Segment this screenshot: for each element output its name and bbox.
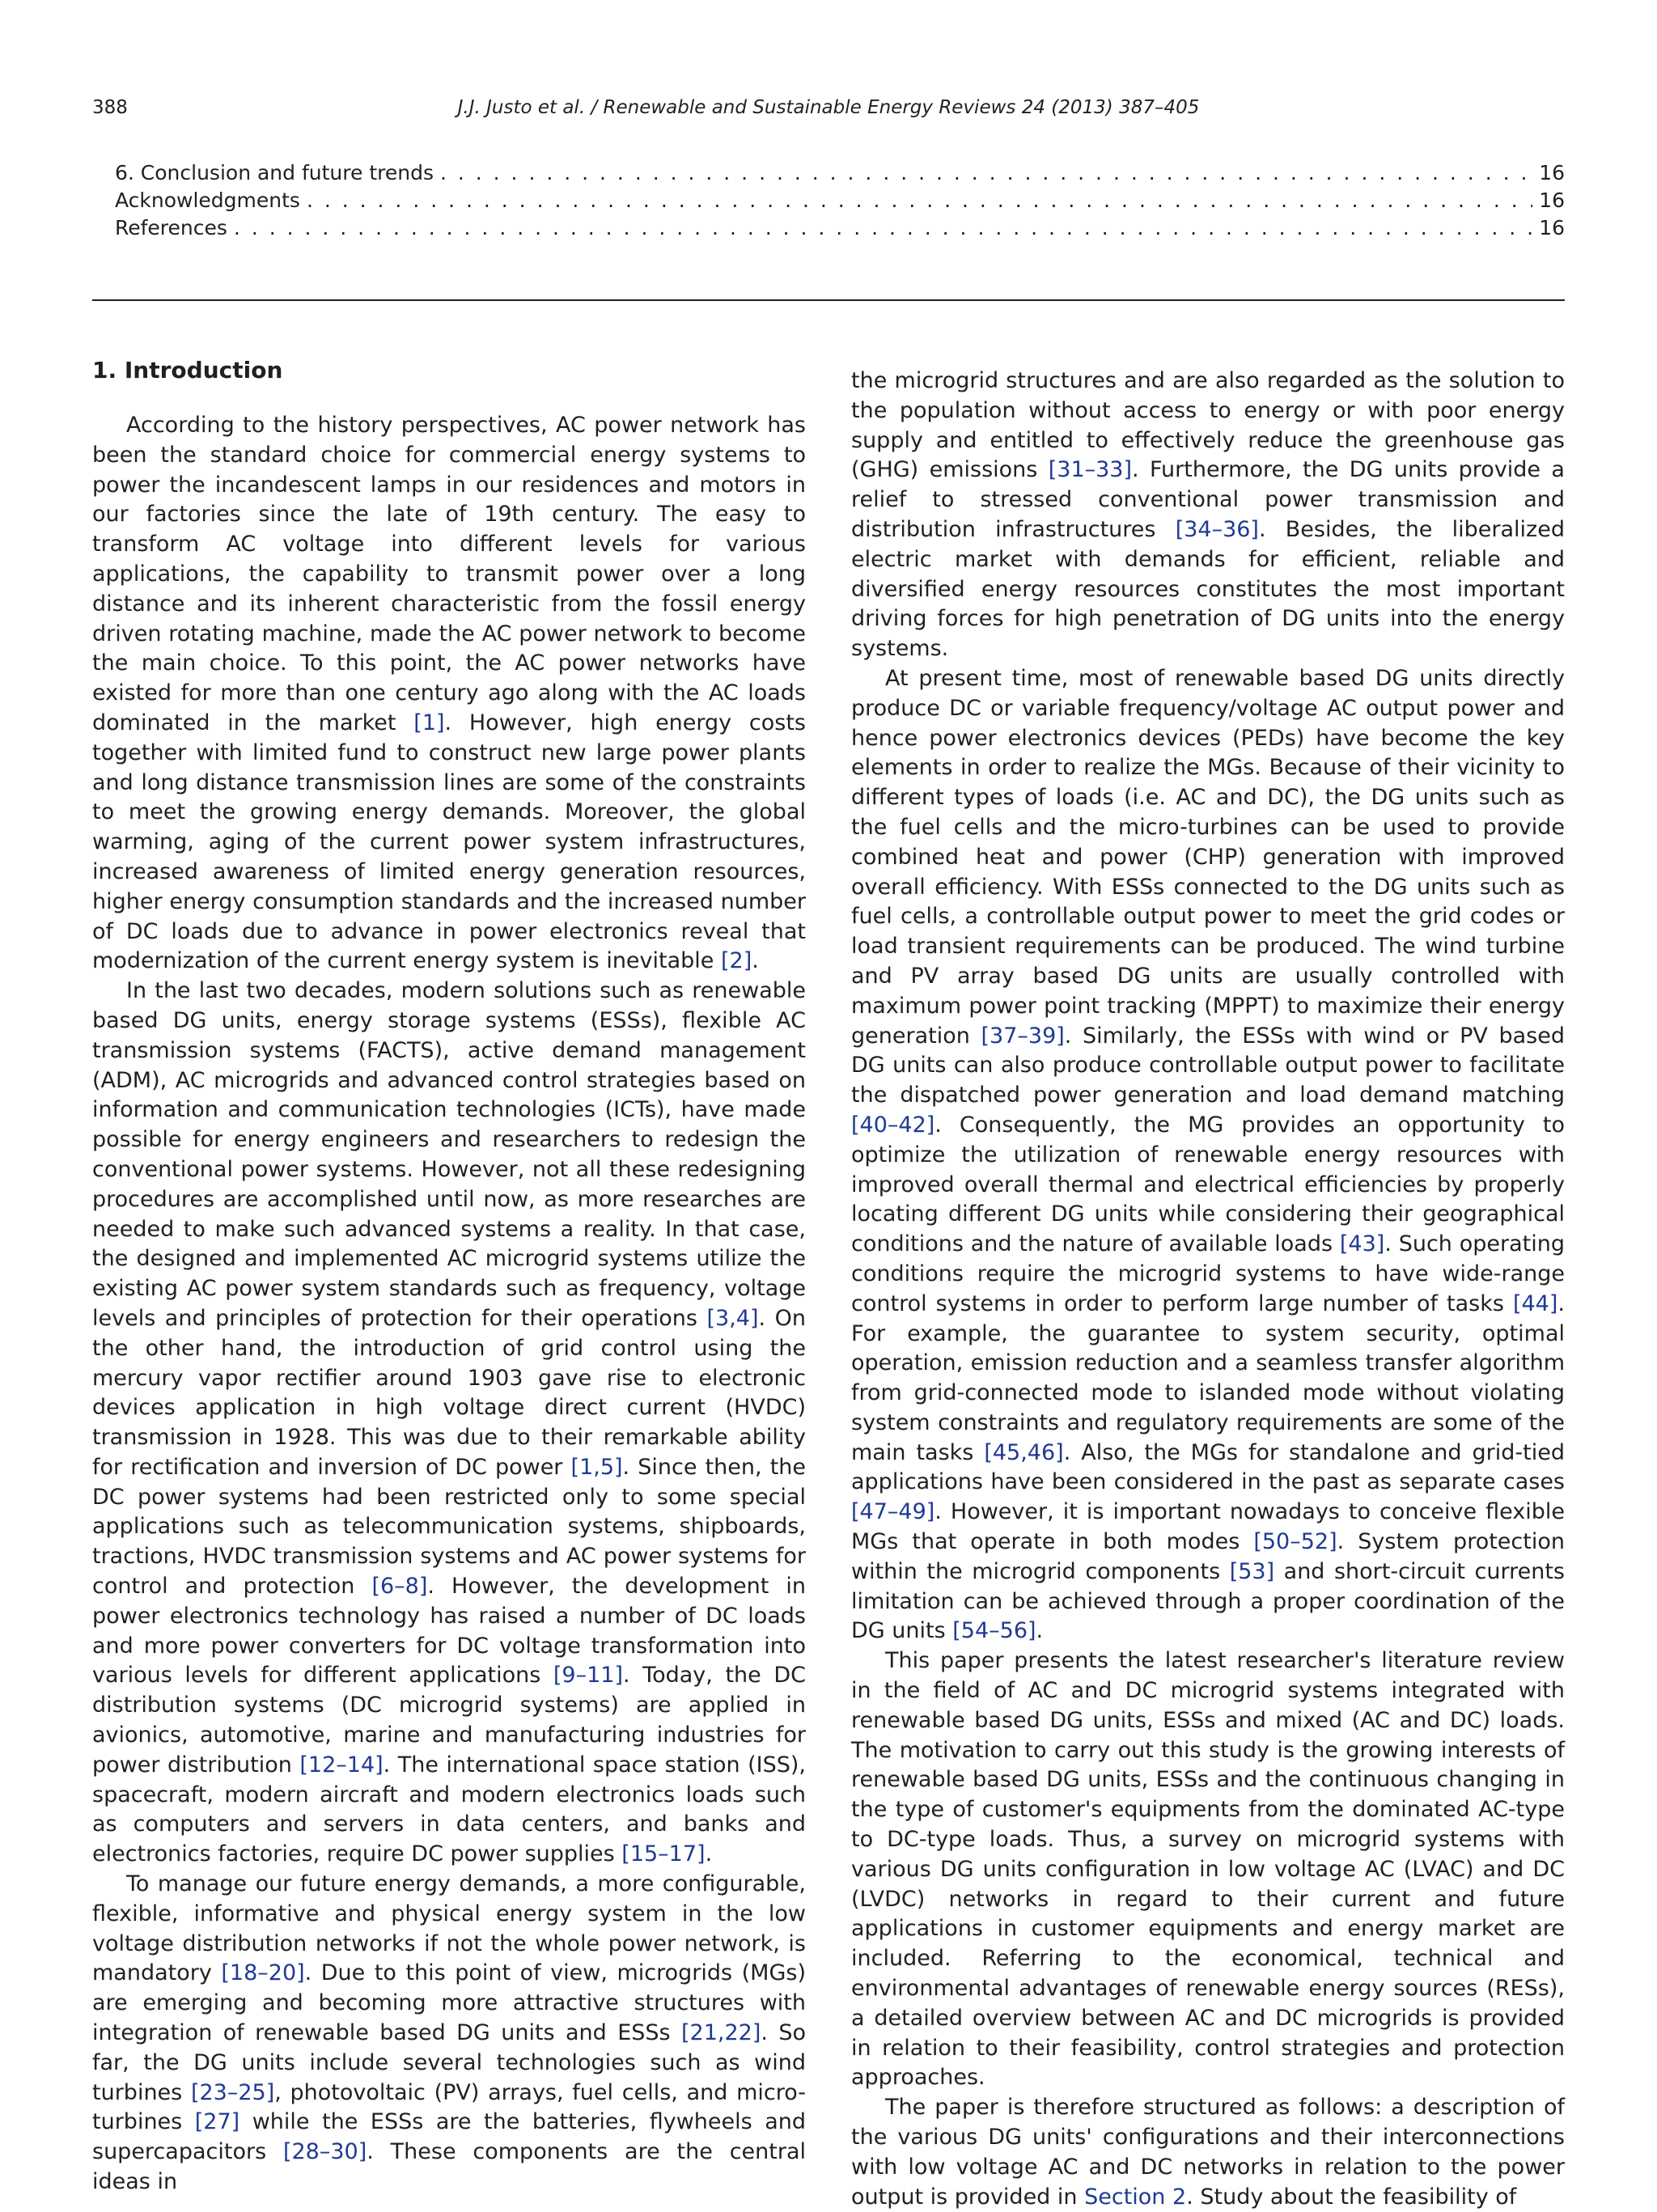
toc-leader-dots bbox=[307, 189, 1532, 212]
body-paragraph: To manage our future energy demands, a more configurable, flexible, informative and physical energy system in the low voltage distribution networks if not the whole power network, is mandatory [18–20]. Due to this point of view, microgrids (MGs) are emerging and becoming more attractive structures with integration of renewable based DG units and ESSs [21,22]. So far, the DG units include several technologies such as wind turbines [23–25], photovoltaic (PV) arrays, fuel cells, and micro-turbines [27] while the ESSs are the batteries, flywheels and supercapacitors [28–30]. These components are the central ideas in bbox=[92, 1871, 807, 2195]
citation-link[interactable]: [18–20] bbox=[221, 1960, 305, 1986]
toc-entry[interactable] bbox=[115, 161, 1565, 189]
citation-link[interactable]: [27] bbox=[194, 2109, 240, 2135]
citation-link[interactable]: [12–14] bbox=[299, 1752, 384, 1778]
toc-leader-dots bbox=[234, 216, 1532, 239]
body-paragraph: In the last two decades, modern solutions such as renewable based DG units, energy storage systems (ESSs), flexible AC transmission systems (FACTS), active demand management (ADM), AC microgrids and advanced control strategies based on information and communication technologies (ICTs), have made possible for energy engineers and researchers to redesign the conventional power systems. However, not all these redesigning procedures are accomplished until now, as more researches are needed to make such advanced systems a reality. In that case, the designed and implemented AC microgrid systems utilize the existing AC power system standards such as frequency, voltage levels and principles of protection for their operations [3,4]. On the other hand, the introduction of grid control using the mercury vapor rectifier around 1903 gave rise to electronic devices application in high voltage direct current (HVDC) transmission in 1928. This was due to their remarkable ability for rectification and inversion of DC power [1,5]. Since then, the DC power systems had been restricted only to some special applications such as telecommunication systems, shipboards, tractions, HVDC transmission systems and AC power systems for control and protection [6–8]. However, the development in power electronics technology has raised a number of DC loads and more power converters for DC voltage transformation into various levels for different applications [9–11]. Today, the DC distribution systems (DC microgrid systems) are applied in avionics, automotive, marine and manufacturing industries for power distribution [12–14]. The international space station (ISS), spacecraft, modern aircraft and modern electronics loads such as computers and servers in data centers, and banks and electronics factories, require DC power supplies [15–17]. bbox=[92, 978, 807, 1867]
citation-link[interactable]: [34–36] bbox=[1175, 516, 1259, 542]
citation-link[interactable]: [21,22] bbox=[681, 2020, 761, 2046]
citation-link[interactable]: [53] bbox=[1229, 1558, 1275, 1584]
toc-entry-title: 6. Conclusion and future trends bbox=[115, 161, 434, 184]
citation-link[interactable]: [47–49] bbox=[851, 1499, 935, 1525]
toc-entry-title: References bbox=[115, 216, 227, 239]
toc-leader-dots bbox=[440, 161, 1532, 184]
toc-entry[interactable] bbox=[115, 189, 1565, 216]
citation-link[interactable]: [28–30] bbox=[282, 2139, 367, 2165]
toc-entry[interactable] bbox=[115, 216, 1565, 244]
toc-entry-title: Acknowledgments bbox=[115, 189, 300, 212]
citation-link[interactable]: [50–52] bbox=[1253, 1529, 1337, 1555]
journal-citation: J.J. Justo et al. / Renewable and Sustainable Energy Reviews 24 (2013) 387–405 bbox=[457, 97, 1200, 118]
citation-link[interactable]: [54–56] bbox=[952, 1618, 1036, 1644]
body-paragraph: This paper presents the latest researcher's literature review in the field of AC and DC microgrid systems integrated with renewable based DG units, ESSs and mixed (AC and DC) loads. The motivation to carry out this study is the growing interests of renewable based DG units, ESSs and the continuous changing in the type of customer's equipments from the dominated AC-type to DC-type loads. Thus, a survey on microgrid systems with various DG units configuration in low voltage AC (LVAC) and DC (LVDC) networks in regard to their current and future applications in customer equipments and energy market are included. Referring to the economical, technical and environmental advantages of renewable energy sources (RESs), a detailed overview between AC and DC microgrids is provided in relation to their feasibility, control strategies and protection approaches. bbox=[851, 1648, 1565, 2091]
citation-link[interactable]: [1,5] bbox=[570, 1454, 623, 1480]
citation-link[interactable]: Section 2 bbox=[1084, 2184, 1187, 2210]
citation-link[interactable]: [3,4] bbox=[706, 1305, 759, 1331]
citation-link[interactable]: [40–42] bbox=[851, 1112, 935, 1138]
citation-link[interactable]: [43] bbox=[1339, 1231, 1385, 1257]
citation-link[interactable]: [2] bbox=[721, 948, 752, 974]
page-number: 388 bbox=[92, 97, 128, 118]
running-head bbox=[92, 97, 1565, 129]
citation-link[interactable]: [23–25] bbox=[190, 2079, 275, 2105]
body-paragraph: According to the history perspectives, AC power network has been the standard choice for commercial energy systems to power the incandescent lamps in our residences and motors in our factories since the late of 19th century. The easy to transform AC voltage into different levels for various applications, the capability to transmit power over a long distance and its inherent characteristic from the fossil energy driven rotating machine, made the AC power network to become the main choice. To this point, the AC power networks have existed for more than one century ago along with the AC loads dominated in the market [1]. However, high energy costs together with limited fund to construct new large power plants and long distance transmission lines are some of the constraints to meet the growing energy demands. Moreover, the global warming, aging of the current power system infrastructures, increased awareness of limited energy generation resources, higher energy consumption standards and the increased number of DC loads due to advance in power electronics reveal that modernization of the current energy system is inevitable [2]. bbox=[92, 413, 807, 974]
body-paragraph: At present time, most of renewable based DG units directly produce DC or variable frequency/voltage AC output power and hence power electronics devices (PEDs) have become the key elements in order to realize the MGs. Because of their vicinity to different types of loads (i.e. AC and DC), the DG units such as the fuel cells and the micro-turbines can be used to provide combined heat and power (CHP) generation with improved overall efficiency. With ESSs connected to the DG units such as fuel cells, a controllable output power to meet the grid codes or load transient requirements can be produced. The wind turbine and PV array based DG units are usually controlled with maximum power point tracking (MPPT) to maximize their energy generation [37–39]. Similarly, the ESSs with wind or PV based DG units can also produce controllable output power to facilitate the dispatched power generation and load demand matching [40–42]. Consequently, the MG provides an opportunity to optimize the utilization of renewable energy resources with improved overall thermal and electrical efficiencies by properly locating different DG units while considering their geographical conditions and the nature of available loads [43]. Such operating conditions require the microgrid systems to have wide-range control systems in order to perform large number of tasks [44]. For example, the guarantee to system security, optimal operation, emission reduction and a seamless transfer algorithm from grid-connected mode to islanded mode without violating system constraints and regulatory requirements are some of the main tasks [45,46]. Also, the MGs for standalone and grid-tied applications have been considered in the past as separate cases [47–49]. However, it is important nowadays to conceive flexible MGs that operate in both modes [50–52]. System protection within the microgrid components [53] and short-circuit currents limitation can be achieved through a proper coordination of the DG units [54–56]. bbox=[851, 665, 1566, 1644]
table-of-contents bbox=[115, 161, 1565, 244]
section-heading: 1. Introduction bbox=[92, 357, 283, 383]
citation-link[interactable]: [6–8] bbox=[371, 1574, 428, 1600]
body-paragraph: The paper is therefore structured as follows: a description of the various DG units' configurations and their interconnections with low voltage AC and DC networks in relation to the power output is provided in Section 2. Study about the feasibility of bbox=[851, 2095, 1565, 2210]
left-column bbox=[92, 356, 806, 2197]
body-paragraph: the microgrid structures and are also regarded as the solution to the population without access to energy or with poor energy supply and entitled to effectively reduce the greenhouse gas (GHG) emissions [31–33]. Furthermore, the DG units provide a relief to stressed conventional power transmission and distribution infrastructures [34–36]. Besides, the liberalized electric market with demands for efficient, reliable and diversified energy resources constitutes the most important driving forces for high penetration of DG units into the energy systems. bbox=[851, 368, 1565, 662]
citation-link[interactable]: [31–33] bbox=[1048, 457, 1133, 483]
citation-link[interactable]: [9–11] bbox=[553, 1663, 623, 1689]
right-column bbox=[851, 367, 1565, 2212]
citation-link[interactable]: [45,46] bbox=[984, 1439, 1064, 1465]
citation-link[interactable]: [15–17] bbox=[621, 1841, 706, 1867]
citation-link[interactable]: [44] bbox=[1512, 1290, 1558, 1316]
section-divider bbox=[92, 299, 1565, 301]
citation-link[interactable]: [37–39] bbox=[981, 1023, 1065, 1049]
toc-entry-page: 16 bbox=[1539, 189, 1565, 212]
toc-entry-page: 16 bbox=[1539, 216, 1565, 239]
toc-entry-page: 16 bbox=[1539, 161, 1565, 184]
citation-link[interactable]: [1] bbox=[413, 710, 445, 735]
